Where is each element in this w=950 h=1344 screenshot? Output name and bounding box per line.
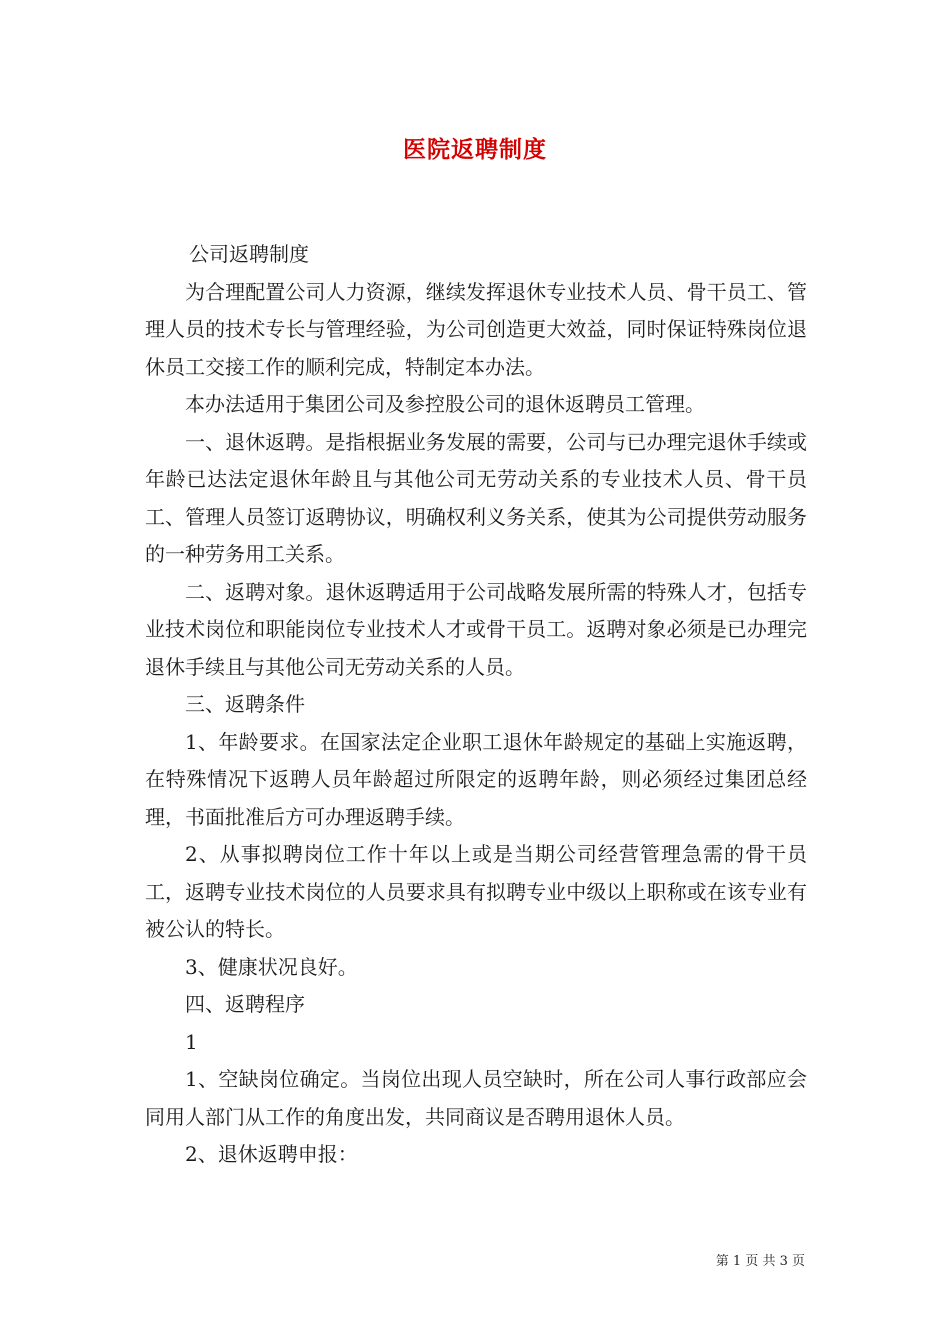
- paragraph-definition: 一、退休返聘。是指根据业务发展的需要，公司与已办理完退休手续或年龄已达法定退休年龄且与其他公司无劳动关系的专业技术人员、骨干员工、管理人员签订返聘协议，明确权利义务关系，使其为公司提供劳动服务的一种劳务用工关系。: [145, 429, 807, 566]
- section-heading-procedure: 四、返聘程序: [185, 992, 305, 1016]
- paragraph-application: 2、退休返聘申报：: [185, 1142, 358, 1166]
- paragraph-targets: 二、返聘对象。退休返聘适用于公司战略发展所需的特殊人才，包括专业技术岗位和职能岗位专业技术人才或骨干员工。返聘对象必须是已办理完退休手续且与其他公司无劳动关系的人员。: [145, 579, 807, 679]
- paragraph-scope: 本办法适用于集团公司及参控股公司的退休返聘员工管理。: [185, 392, 705, 416]
- paragraph-vacancy: 1、空缺岗位确定。当岗位出现人员空缺时，所在公司人事行政部应会同用人部门从工作的角度出发，共同商议是否聘用退休人员。: [145, 1067, 807, 1129]
- paragraph-health-requirement: 3、健康状况良好。: [185, 954, 358, 979]
- paragraph-experience-requirement: 2、从事拟聘岗位工作十年以上或是当期公司经营管理急需的骨干员工，返聘专业技术岗位的人员要求具有拟聘专业中级以上职称或在该专业有被公认的特长。: [145, 842, 807, 941]
- page-indicator: 第 1 页 共 3 页: [715, 1254, 805, 1269]
- section-heading-conditions: 三、返聘条件: [185, 692, 305, 716]
- paragraph-age-requirement: 1、年龄要求。在国家法定企业职工退休年龄规定的基础上实施返聘，在特殊情况下返聘人员年龄超过所限定的返聘年龄，则必须经过集团总经理，书面批准后方可办理返聘手续。: [145, 729, 807, 829]
- paragraph-purpose: 为合理配置公司人力资源，继续发挥退休专业技术人员、骨干员工、管理人员的技术专长与管理经验，为公司创造更大效益，同时保证特殊岗位退休员工交接工作的顺利完成，特制定本办法。: [145, 279, 807, 379]
- document-title: 医院返聘制度: [403, 136, 547, 163]
- paragraph-number-marker: 1: [185, 1029, 198, 1054]
- document-subtitle: 公司返聘制度: [189, 242, 309, 266]
- document-body: [145, 236, 807, 1174]
